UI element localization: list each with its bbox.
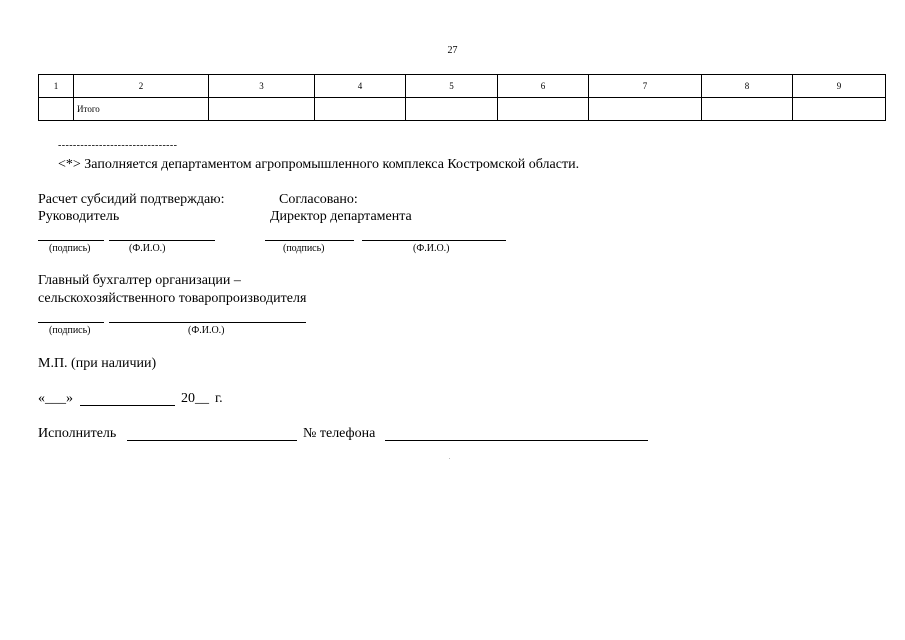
summary-table (38, 74, 886, 121)
column-number-cell: 6 (498, 75, 589, 98)
table-cell (589, 98, 702, 121)
date-day: «___» (38, 391, 73, 406)
column-number-cell: 8 (702, 75, 793, 98)
director-signature-line (265, 240, 354, 241)
director-title: Директор департамента (270, 209, 412, 224)
accountant-signature-line (38, 322, 104, 323)
director-signature-caption: (подпись) (283, 243, 325, 254)
executor-label: Исполнитель (38, 426, 117, 441)
column-number-cell: 4 (315, 75, 406, 98)
director-name-caption: (Ф.И.О.) (413, 243, 450, 254)
table-cell (209, 98, 315, 121)
accountant-title-line1: Главный бухгалтер организации – (38, 273, 241, 288)
accountant-name-line (109, 322, 306, 323)
table-cell (702, 98, 793, 121)
footnote-separator: -------------------------------- (58, 140, 178, 151)
phone-line (385, 440, 648, 441)
total-label-cell: Итого (74, 98, 209, 121)
column-number-cell: 5 (406, 75, 498, 98)
head-name-line (109, 240, 215, 241)
table-header-row (39, 75, 886, 98)
table-total-row (39, 98, 886, 121)
table-cell (793, 98, 886, 121)
head-title: Руководитель (38, 209, 120, 224)
accountant-name-caption: (Ф.И.О.) (188, 325, 225, 336)
date-suffix: г. (215, 391, 223, 406)
seal-note: М.П. (при наличии) (38, 356, 157, 371)
page-number: 27 (447, 45, 458, 56)
confirm-line: Расчет субсидий подтверждаю: (38, 192, 225, 207)
accountant-title-line2: сельскохозяйственного товаропроизводителя (38, 291, 307, 306)
table-cell (315, 98, 406, 121)
agreed-line: Согласовано: (279, 192, 358, 207)
director-name-line (362, 240, 506, 241)
head-signature-line (38, 240, 104, 241)
phone-label: № телефона (303, 426, 376, 441)
head-signature-caption: (подпись) (49, 243, 91, 254)
column-number-cell: 7 (589, 75, 702, 98)
footnote-text: <*> Заполняется департаментом агропромышленного комплекса Костромской области. (58, 157, 580, 172)
head-name-caption: (Ф.И.О.) (129, 243, 166, 254)
table-cell (406, 98, 498, 121)
executor-name-line (127, 440, 297, 441)
column-number-cell: 9 (793, 75, 886, 98)
date-year: 20__ (181, 391, 209, 406)
date-month-line (80, 405, 175, 406)
accountant-signature-caption: (подпись) (49, 325, 91, 336)
table-cell (498, 98, 589, 121)
table-cell (39, 98, 74, 121)
column-number-cell: 2 (74, 75, 209, 98)
column-number-cell: 3 (209, 75, 315, 98)
scan-speck (449, 458, 450, 459)
column-number-cell: 1 (39, 75, 74, 98)
